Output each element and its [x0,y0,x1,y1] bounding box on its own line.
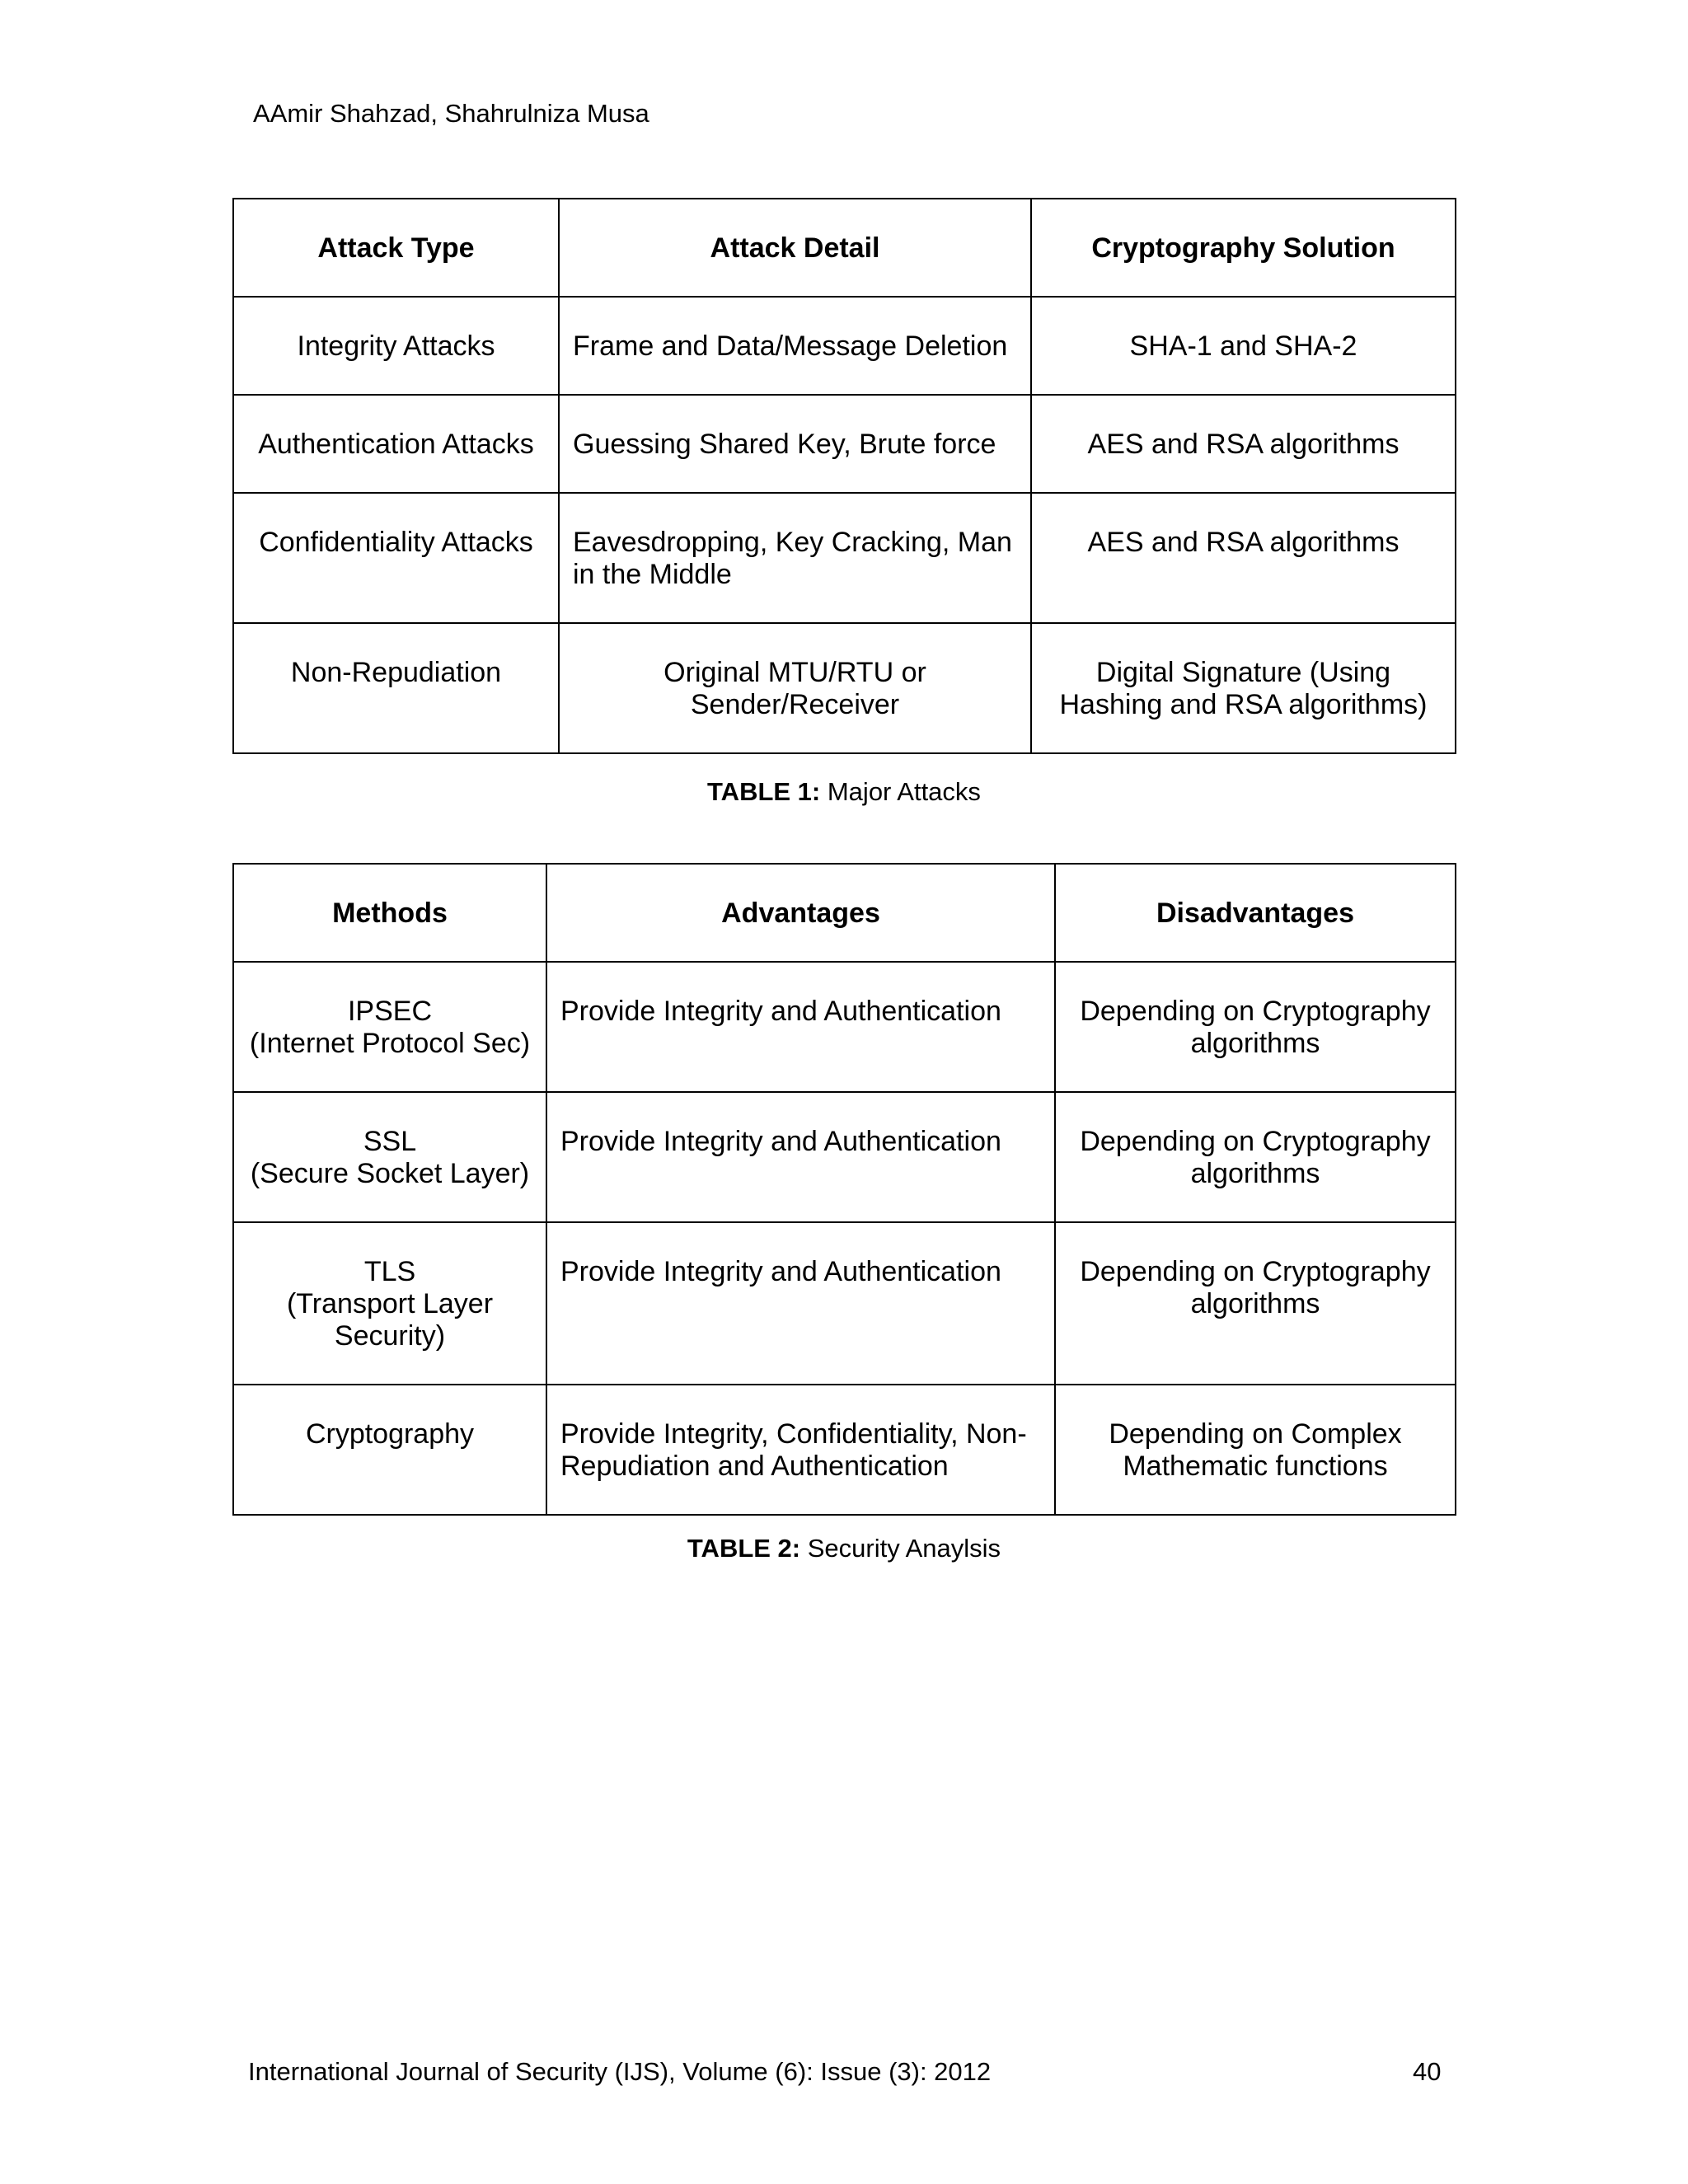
table-cell [1031,623,1456,753]
cell-text: Authentication Attacks [258,429,534,460]
column-header-methods: Methods [233,864,546,962]
column-header-attack-type: Attack Type [233,199,559,297]
table-cell [233,1385,546,1515]
table-cell [546,1092,1055,1222]
caption-label: TABLE 2: [687,1534,801,1563]
caption-text: Security Anaylsis [800,1534,1001,1563]
cell-text: Provide Integrity and Authentication [560,1126,1001,1157]
table-cell [546,962,1055,1092]
table-cell [559,623,1031,753]
column-header-cryptography-solution: Cryptography Solution [1031,199,1456,297]
cell-text: Guessing Shared Key, Brute force [573,429,996,460]
table-cell [233,623,559,753]
table-cell [559,493,1031,623]
table-cell [233,1222,546,1385]
running-header-authors: AAmir Shahzad, Shahrulniza Musa [253,99,649,128]
table-cell [559,297,1031,395]
caption-text: Major Attacks [820,777,981,806]
table-cell [559,395,1031,493]
table-cell [546,1385,1055,1515]
table-cell [1055,962,1456,1092]
cell-text: Digital Signature (Using Hashing and RSA algorithms) [1059,657,1428,720]
caption-label: TABLE 1: [707,777,821,806]
cell-text: Original MTU/RTU or Sender/Receiver [663,657,926,720]
table-row [233,623,1456,753]
table-row [233,493,1456,623]
table-header-row [233,199,1456,297]
table-cell [233,1092,546,1222]
cell-text: IPSEC (Internet Protocol Sec) [249,996,531,1059]
cell-text: SHA-1 and SHA-2 [1129,330,1357,362]
table-cell [1031,395,1456,493]
table-row [233,1385,1456,1515]
cell-text: SSL (Secure Socket Layer) [250,1126,530,1189]
security-analysis-table [232,863,1456,1516]
table-row [233,1222,1456,1385]
cell-text: Provide Integrity and Authentication [560,1256,1001,1287]
table-cell [233,493,559,623]
table-cell [1031,297,1456,395]
column-header-attack-detail: Attack Detail [559,199,1031,297]
column-header-disadvantages: Disadvantages [1055,864,1456,962]
cell-text: Eavesdropping, Key Cracking, Man in the Middle [573,527,1012,590]
table-cell [1031,493,1456,623]
table-row [233,297,1456,395]
major-attacks-table [232,198,1456,754]
table-cell [1055,1222,1456,1385]
cell-text: TLS (Transport Layer Security) [286,1256,494,1352]
footer-journal-citation: International Journal of Security (IJS), Volume (6): Issue (3): 2012 [248,2057,992,2086]
cell-text: Confidentiality Attacks [259,527,533,558]
table-cell [546,1222,1055,1385]
cell-text: Depending on Complex Mathematic functions [1109,1418,1402,1482]
cell-text: Depending on Cryptography algorithms [1080,1126,1431,1189]
table-2-caption [0,1532,1688,1565]
table-cell [233,297,559,395]
cell-text: AES and RSA algorithms [1087,527,1400,558]
table-cell [233,395,559,493]
table-row [233,395,1456,493]
cell-text: Provide Integrity, Confidentiality, Non- Repudiation and Authentication [560,1418,1027,1482]
column-header-advantages: Advantages [546,864,1055,962]
cell-text: Cryptography [305,1418,475,1450]
cell-text: Non-Repudiation [290,657,502,688]
table-cell [1055,1092,1456,1222]
table-1-caption [0,776,1688,808]
cell-text: Depending on Cryptography algorithms [1080,1256,1431,1319]
cell-text: Depending on Cryptography algorithms [1080,996,1431,1059]
table-cell [1055,1385,1456,1515]
table-row [233,1092,1456,1222]
cell-text: AES and RSA algorithms [1087,429,1400,460]
table-header-row [233,864,1456,962]
table-cell [233,962,546,1092]
cell-text: Frame and Data/Message Deletion [573,330,1008,362]
cell-text: Provide Integrity and Authentication [560,996,1001,1027]
cell-text: Integrity Attacks [297,330,495,362]
footer-page-number: 40 [1413,2057,1442,2086]
table-row [233,962,1456,1092]
